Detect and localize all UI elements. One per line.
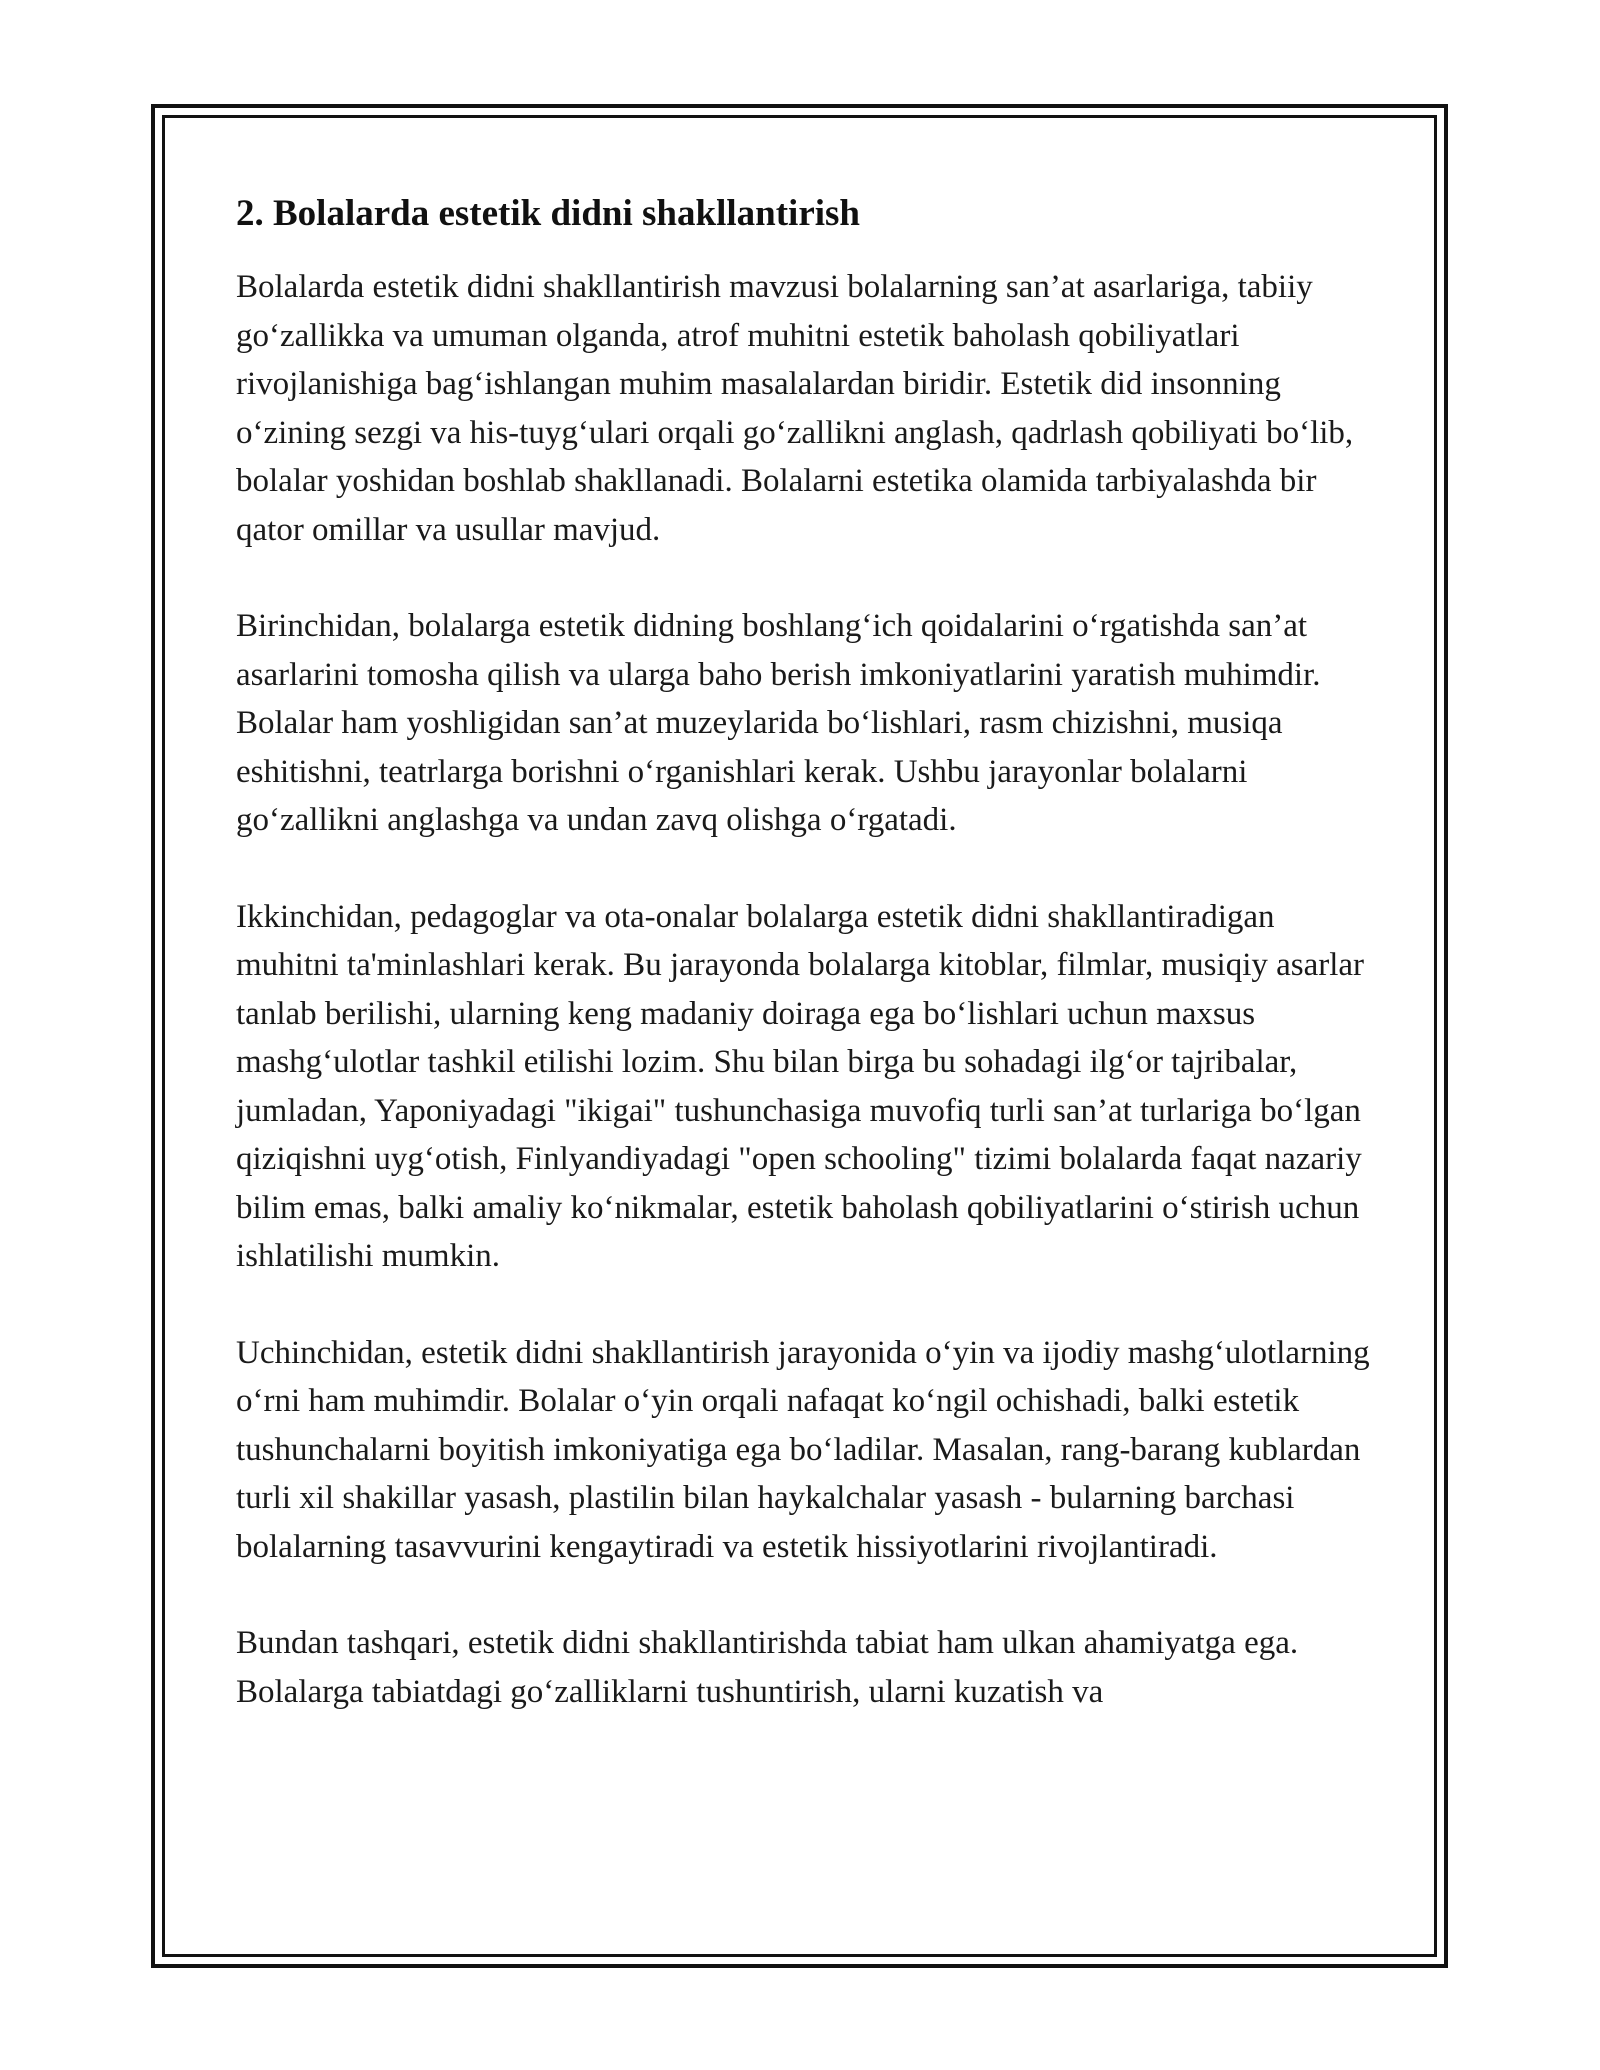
section-title: 2. Bolalarda estetik didni shakllantirish bbox=[236, 193, 860, 234]
paragraph-2: Birinchidan, bolalarga estetik didning boshlang‘ich qoidalarini o‘rgatishda san’at asarlarini tomosha qilish va ularga baho berish imkoniyatlarini yaratish muhimdir. Bolalar ham yoshligidan san’at muzeylarida bo‘lishlari, rasm chizishni, musiqa eshitishni, teatrlarga borishni o‘rganishlari kerak. Ushbu jarayonlar bolalarni go‘zallikni anglashga va undan zavq olishga o‘rgatadi. bbox=[236, 608, 1321, 838]
document-body bbox=[236, 185, 1376, 1716]
paragraph-1: Bolalarda estetik didni shakllantirish mavzusi bolalarning san’at asarlariga, tabiiy go‘zallikka va umuman olganda, atrof muhitni estetik baholash qobiliyatlari rivojlanishiga bag‘ishlangan muhim masalalardan biridir. Estetik did insonning o‘zining sezgi va his-tuyg‘ulari orqali go‘zallikni anglash, qadrlash qobiliyati bo‘lib, bolalar yoshidan boshlab shakllanadi. Bolalarni estetika olamida tarbiyalashda bir qator omillar va usullar mavjud. bbox=[236, 269, 1354, 548]
paragraph-5: Bundan tashqari, estetik didni shakllantirishda tabiat ham ulkan ahamiyatga ega. Bolalarga tabiatdagi go‘zalliklarni tushuntirish, ularni kuzatish va bbox=[236, 1625, 1299, 1710]
paragraph-4: Uchinchidan, estetik didni shakllantirish jarayonida o‘yin va ijodiy mashg‘ulotlarning o‘rni ham muhimdir. Bolalar o‘yin orqali nafaqat ko‘ngil ochishadi, balki estetik tushunchalarni boyitish imkoniyatiga ega bo‘ladilar. Masalan, rang-barang kublardan turli xil shakillar yasash, plastilin bilan haykalchalar yasash - bularning barchasi bolalarning tasavvurini kengaytiradi va estetik hissiyotlarini rivojlantiradi. bbox=[236, 1334, 1370, 1565]
paragraph-3: Ikkinchidan, pedagoglar va ota-onalar bolalarga estetik didni shakllantiradigan muhitni ta'minlashlari kerak. Bu jarayonda bolalarga kitoblar, filmlar, musiqiy asarlar tanlab berilishi, ularning keng madaniy doiraga ega bo‘lishlari uchun maxsus mashg‘ulotlar tashkil etilishi lozim. Shu bilan birga bu sohadagi ilg‘or tajribalar, jumladan, Yaponiyadagi "ikigai" tushunchasiga muvofiq turli san’at turlariga bo‘lgan qiziqishni uyg‘otish, Finlyandiyadagi "open schooling" tizimi bolalarda faqat nazariy bilim emas, balki amaliy ko‘nikmalar, estetik baholash qobiliyatlarini o‘stirish uchun ishlatilishi mumkin. bbox=[236, 898, 1365, 1274]
